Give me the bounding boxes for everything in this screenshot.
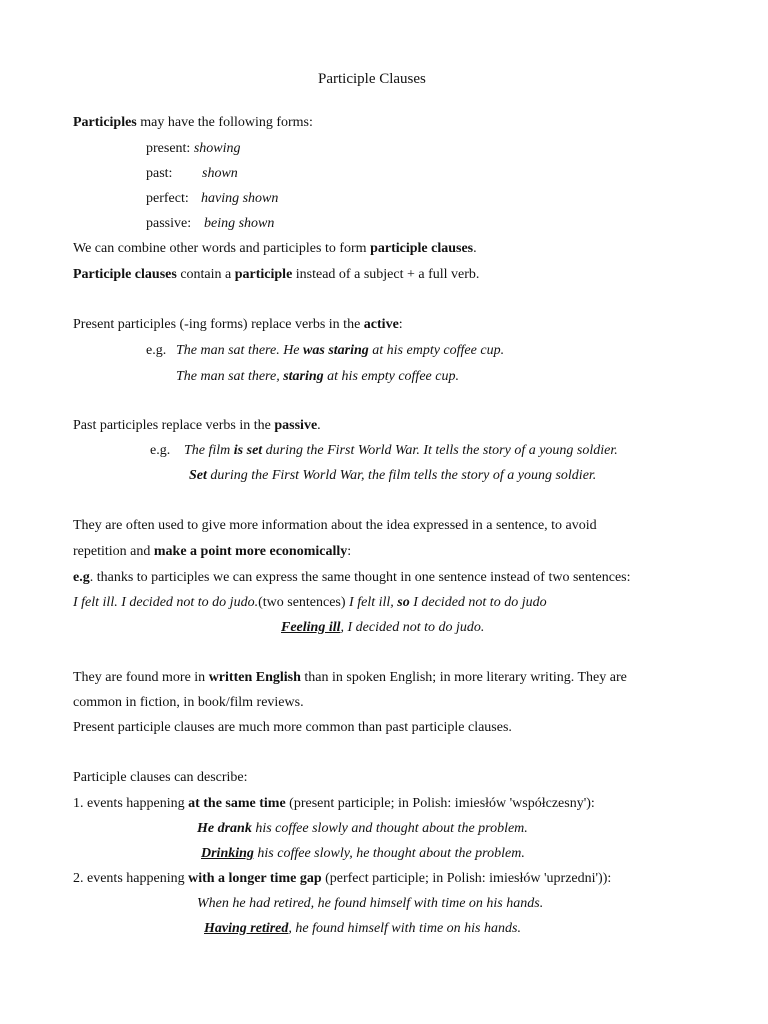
- text: . thanks to participles we can express the same thought in one sentence instead of two sentences:: [89, 570, 631, 585]
- example-text: The man sat there,: [176, 369, 284, 384]
- bold-term: Participle clauses: [73, 267, 177, 282]
- intro-term: Participles: [73, 115, 137, 130]
- bold-term: with a longer time gap: [188, 871, 322, 886]
- feeling-line: [281, 619, 484, 637]
- text: (two sentences): [258, 595, 350, 610]
- text: :: [347, 544, 352, 559]
- bold-term: at the same time: [188, 796, 286, 811]
- found-line-3: Present participle clauses are much more common than past participle clauses.: [73, 720, 512, 735]
- form-past: [146, 165, 238, 183]
- bold-term: passive: [274, 418, 318, 433]
- form-label: passive:: [146, 216, 192, 231]
- example-emphasis: Feeling ill: [281, 620, 341, 635]
- example-emphasis: Having retired: [204, 921, 289, 936]
- example-emphasis: Drinking: [201, 846, 254, 861]
- bold-term: e.g: [73, 570, 90, 585]
- form-value: showing: [193, 141, 241, 156]
- past-rule: [73, 417, 321, 435]
- example-emphasis: He drank: [197, 821, 252, 836]
- often-line-2: [73, 543, 351, 561]
- example-emphasis: Set: [189, 468, 207, 483]
- text: We can combine other words and participles to form: [73, 241, 371, 256]
- combine-line: [73, 240, 477, 258]
- text: 2. events happening: [73, 871, 189, 886]
- example-text: during the First World War, the film tells the story of a young soldier.: [206, 468, 597, 483]
- example-emphasis: is set: [233, 443, 263, 458]
- item1-example-2: [201, 845, 525, 863]
- text: (present participle; in Polish: imiesłów 'współczesny'):: [285, 796, 595, 811]
- ill-line: [73, 594, 547, 612]
- found-line-2: common in fiction, in book/film reviews.: [73, 695, 304, 710]
- item2-example-2: [204, 920, 521, 938]
- example-text: I felt ill,: [349, 595, 398, 610]
- text: repetition and: [73, 544, 154, 559]
- past-example-2: [189, 467, 596, 485]
- form-value: being shown: [204, 216, 275, 231]
- describe-line: Participle clauses can describe:: [73, 770, 248, 785]
- example-text: When he had retired, he found himself with time on his hands.: [197, 896, 544, 911]
- example-text: I decided not to do judo: [409, 595, 547, 610]
- example-emphasis: was staring: [303, 343, 369, 358]
- present-example-1: [146, 342, 504, 360]
- text: contain a: [176, 267, 235, 282]
- bold-term: participle: [234, 267, 293, 282]
- past-example-1: [150, 442, 618, 460]
- example-text: at his empty coffee cup.: [323, 369, 459, 384]
- form-perfect: [146, 190, 278, 208]
- example-text: his coffee slowly, he thought about the problem.: [253, 846, 525, 861]
- present-example-2: [176, 368, 459, 386]
- found-line-1: [73, 669, 627, 687]
- form-present: [146, 140, 241, 158]
- eg-label: e.g.: [150, 443, 171, 458]
- bold-term: participle clauses: [370, 241, 474, 256]
- item1-example-1: [197, 820, 528, 838]
- example-emphasis: so: [397, 595, 410, 610]
- example-text: I felt ill. I decided not to do judo.: [73, 595, 259, 610]
- bold-term: written English: [208, 670, 301, 685]
- example-text: his coffee slowly and thought about the problem.: [251, 821, 528, 836]
- present-rule: [73, 316, 403, 334]
- intro-text: may have the following forms:: [136, 115, 313, 130]
- text: (perfect participle; in Polish: imiesłów 'uprzedni')):: [321, 871, 612, 886]
- item2-example-1: [197, 895, 543, 913]
- form-passive: [146, 215, 274, 233]
- example-text: The man sat there. He: [176, 343, 304, 358]
- text: Present participles (-ing forms) replace verbs in the: [73, 317, 364, 332]
- form-label: past:: [146, 166, 173, 181]
- form-label: present:: [146, 141, 191, 156]
- example-emphasis: staring: [283, 369, 324, 384]
- example-text: at his empty coffee cup.: [368, 343, 505, 358]
- text: :: [398, 317, 403, 332]
- example-text: The film: [184, 443, 234, 458]
- contain-line: [73, 266, 479, 284]
- text: .: [473, 241, 477, 256]
- text: than in spoken English; in more literary writing. They are: [300, 670, 627, 685]
- form-value: having shown: [201, 191, 279, 206]
- form-label: perfect:: [146, 191, 189, 206]
- text: instead of a subject + a full verb.: [292, 267, 480, 282]
- text: They are found more in: [73, 670, 209, 685]
- bold-term: make a point more economically: [153, 544, 348, 559]
- page-title: Participle Clauses: [318, 71, 426, 87]
- eg-label: e.g.: [146, 343, 167, 358]
- bold-term: active: [363, 317, 399, 332]
- form-value: shown: [202, 166, 238, 181]
- often-line-1: They are often used to give more information about the idea expressed in a sentence, to avoid: [73, 518, 597, 533]
- intro-line: [73, 114, 313, 132]
- list-item-2: [73, 870, 611, 888]
- eg-line: [73, 569, 631, 587]
- example-text: during the First World War. It tells the story of a young soldier.: [262, 443, 618, 458]
- example-text: , I decided not to do judo.: [340, 620, 485, 635]
- example-text: , he found himself with time on his hands.: [288, 921, 521, 936]
- list-item-1: [73, 795, 595, 813]
- text: Past participles replace verbs in the: [73, 418, 275, 433]
- text: .: [317, 418, 321, 433]
- text: 1. events happening: [73, 796, 189, 811]
